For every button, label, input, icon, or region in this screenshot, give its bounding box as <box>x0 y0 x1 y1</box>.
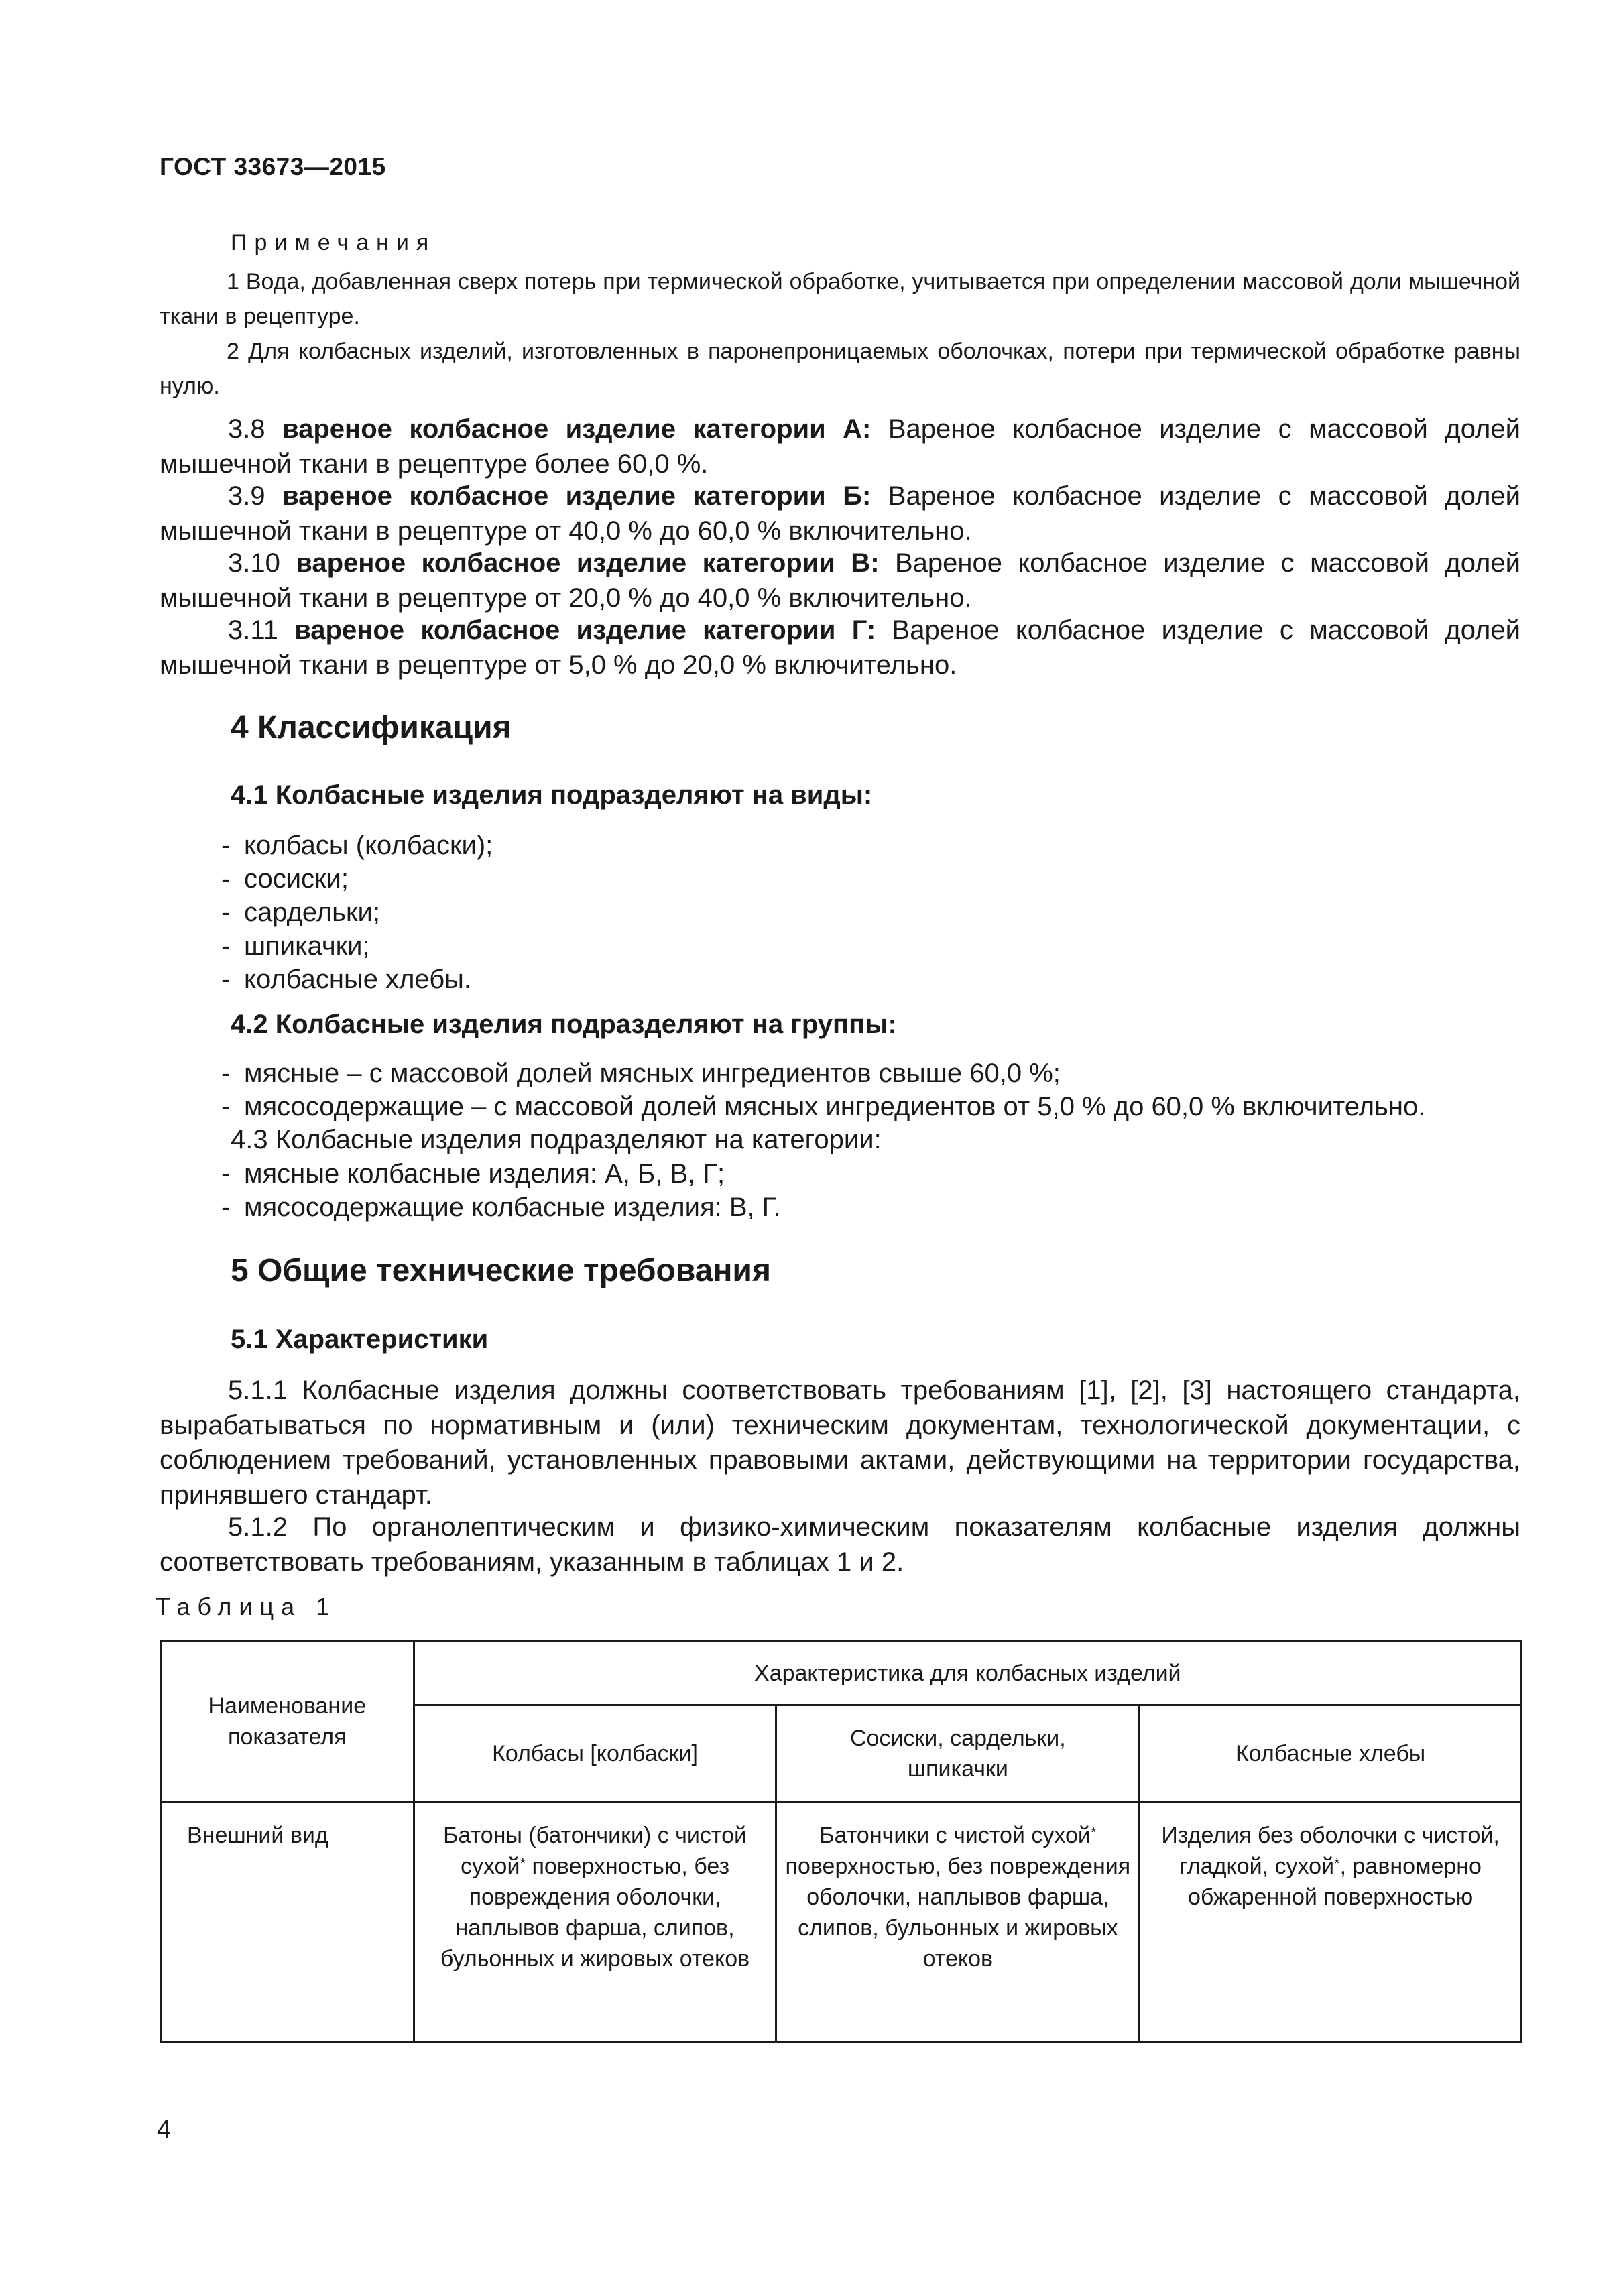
page-number: 4 <box>157 2116 172 2144</box>
definition-3-10: 3.10 вареное колбасное изделие категории В: Вареное колбасное изделие с массовой долей мышечной ткани в рецептуре от 20,0 % до 40,0 % включительно. <box>160 548 1520 613</box>
table-1 <box>160 1640 1522 2043</box>
subsection-4-1-heading: 4.1 Колбасные изделия подразделяют на виды: <box>231 780 873 810</box>
list-item: - колбасные хлебы. <box>221 963 493 996</box>
list-item: - сосиски; <box>221 862 493 896</box>
list-item: - шпикачки; <box>221 929 493 963</box>
list-item: - мясные – с массовой долей мясных ингредиентов свыше 60,0 %; <box>221 1056 1425 1090</box>
document-id: ГОСТ 33673—2015 <box>160 153 386 180</box>
subsection-4-3-heading: 4.3 Колбасные изделия подразделяют на категории: <box>231 1125 882 1154</box>
definition-3-11: 3.11 вареное колбасное изделие категории Г: Вареное колбасное изделие с массовой долей мышечной ткани в рецептуре от 5,0 % до 20,0 % включительно. <box>160 615 1520 680</box>
list-item: - мясосодержащие – с массовой долей мясных ингредиентов от 5,0 % до 60,0 % включительно. <box>221 1090 1425 1124</box>
section-5-heading: 5 Общие технические требования <box>231 1253 771 1288</box>
cell-meat-loaves-appearance: Изделия без оболочки с чистой, гладкой, сухой*, равномерно обжаренной поверхностью <box>1140 1802 1522 2043</box>
cell-frankfurters-appearance: Батончики с чистой сухой* поверхностью, без повреждения оболочки, наплывов фарша, слипов, бульонных и жировых отеков <box>776 1802 1140 2043</box>
paragraph-5-1-2: 5.1.2 По органолептическим и физико-химическим показателям колбасные изделия должны соответствовать требованиям, указанным в таблицах 1 и 2. <box>160 1512 1520 1577</box>
header-sausages: Колбасы [колбаски] <box>414 1705 776 1802</box>
table-caption: Таблица 1 <box>156 1593 337 1620</box>
list-item: - мясосодержащие колбасные изделия: В, Г. <box>221 1191 781 1224</box>
notes-title: Примечания <box>231 230 436 255</box>
table-header-row <box>161 1641 1522 1705</box>
list-item: - мясные колбасные изделия: А, Б, В, Г; <box>221 1157 781 1191</box>
table-row <box>161 1802 1522 2043</box>
definition-3-9: 3.9 вареное колбасное изделие категории Б: Вареное колбасное изделие с массовой долей мышечной ткани в рецептуре от 40,0 % до 60,0 % включительно. <box>160 481 1521 546</box>
groups-list <box>221 1056 1425 1124</box>
header-meat-loaves: Колбасные хлебы <box>1140 1705 1522 1802</box>
subsection-4-2-heading: 4.2 Колбасные изделия подразделяют на группы: <box>231 1010 897 1039</box>
categories-list <box>221 1157 781 1224</box>
kinds-list <box>221 829 493 996</box>
cell-appearance: Внешний вид <box>161 1802 414 2043</box>
note-1: 1 Вода, добавленная сверх потерь при термической обработке, учитывается при определении массовой доли мышечной ткани в рецептуре. <box>160 269 1520 329</box>
section-4-heading: 4 Классификация <box>231 710 512 745</box>
header-characteristics-group: Характеристика для колбасных изделий <box>414 1641 1521 1705</box>
list-item: - колбасы (колбаски); <box>221 829 493 862</box>
subsection-5-1-heading: 5.1 Характеристики <box>231 1325 489 1354</box>
list-item: - сардельки; <box>221 896 493 929</box>
header-indicator-name: Наименование показателя <box>161 1641 414 1802</box>
definition-3-8: 3.8 вареное колбасное изделие категории А: Вареное колбасное изделие с массовой долей мышечной ткани в рецептуре более 60,0 %. <box>160 414 1520 479</box>
note-2: 2 Для колбасных изделий, изготовленных в паронепроницаемых оболочках, потери при термической обработке равны нулю. <box>160 339 1520 399</box>
header-frankfurters: Сосиски, сардельки, шпикачки <box>776 1705 1140 1802</box>
paragraph-5-1-1: 5.1.1 Колбасные изделия должны соответствовать требованиям [1], [2], [3] настоящего стандарта, вырабатываться по нормативным и (или) техническим документам, технологической документации, с соблюдением требований, установленных правовыми актами, действующими на территории государства, принявшего стандарт. <box>160 1376 1520 1510</box>
cell-sausages-appearance: Батоны (батончики) с чистой сухой* поверхностью, без повреждения оболочки, наплывов фарша, слипов, бульонных и жировых отеков <box>414 1802 776 2043</box>
